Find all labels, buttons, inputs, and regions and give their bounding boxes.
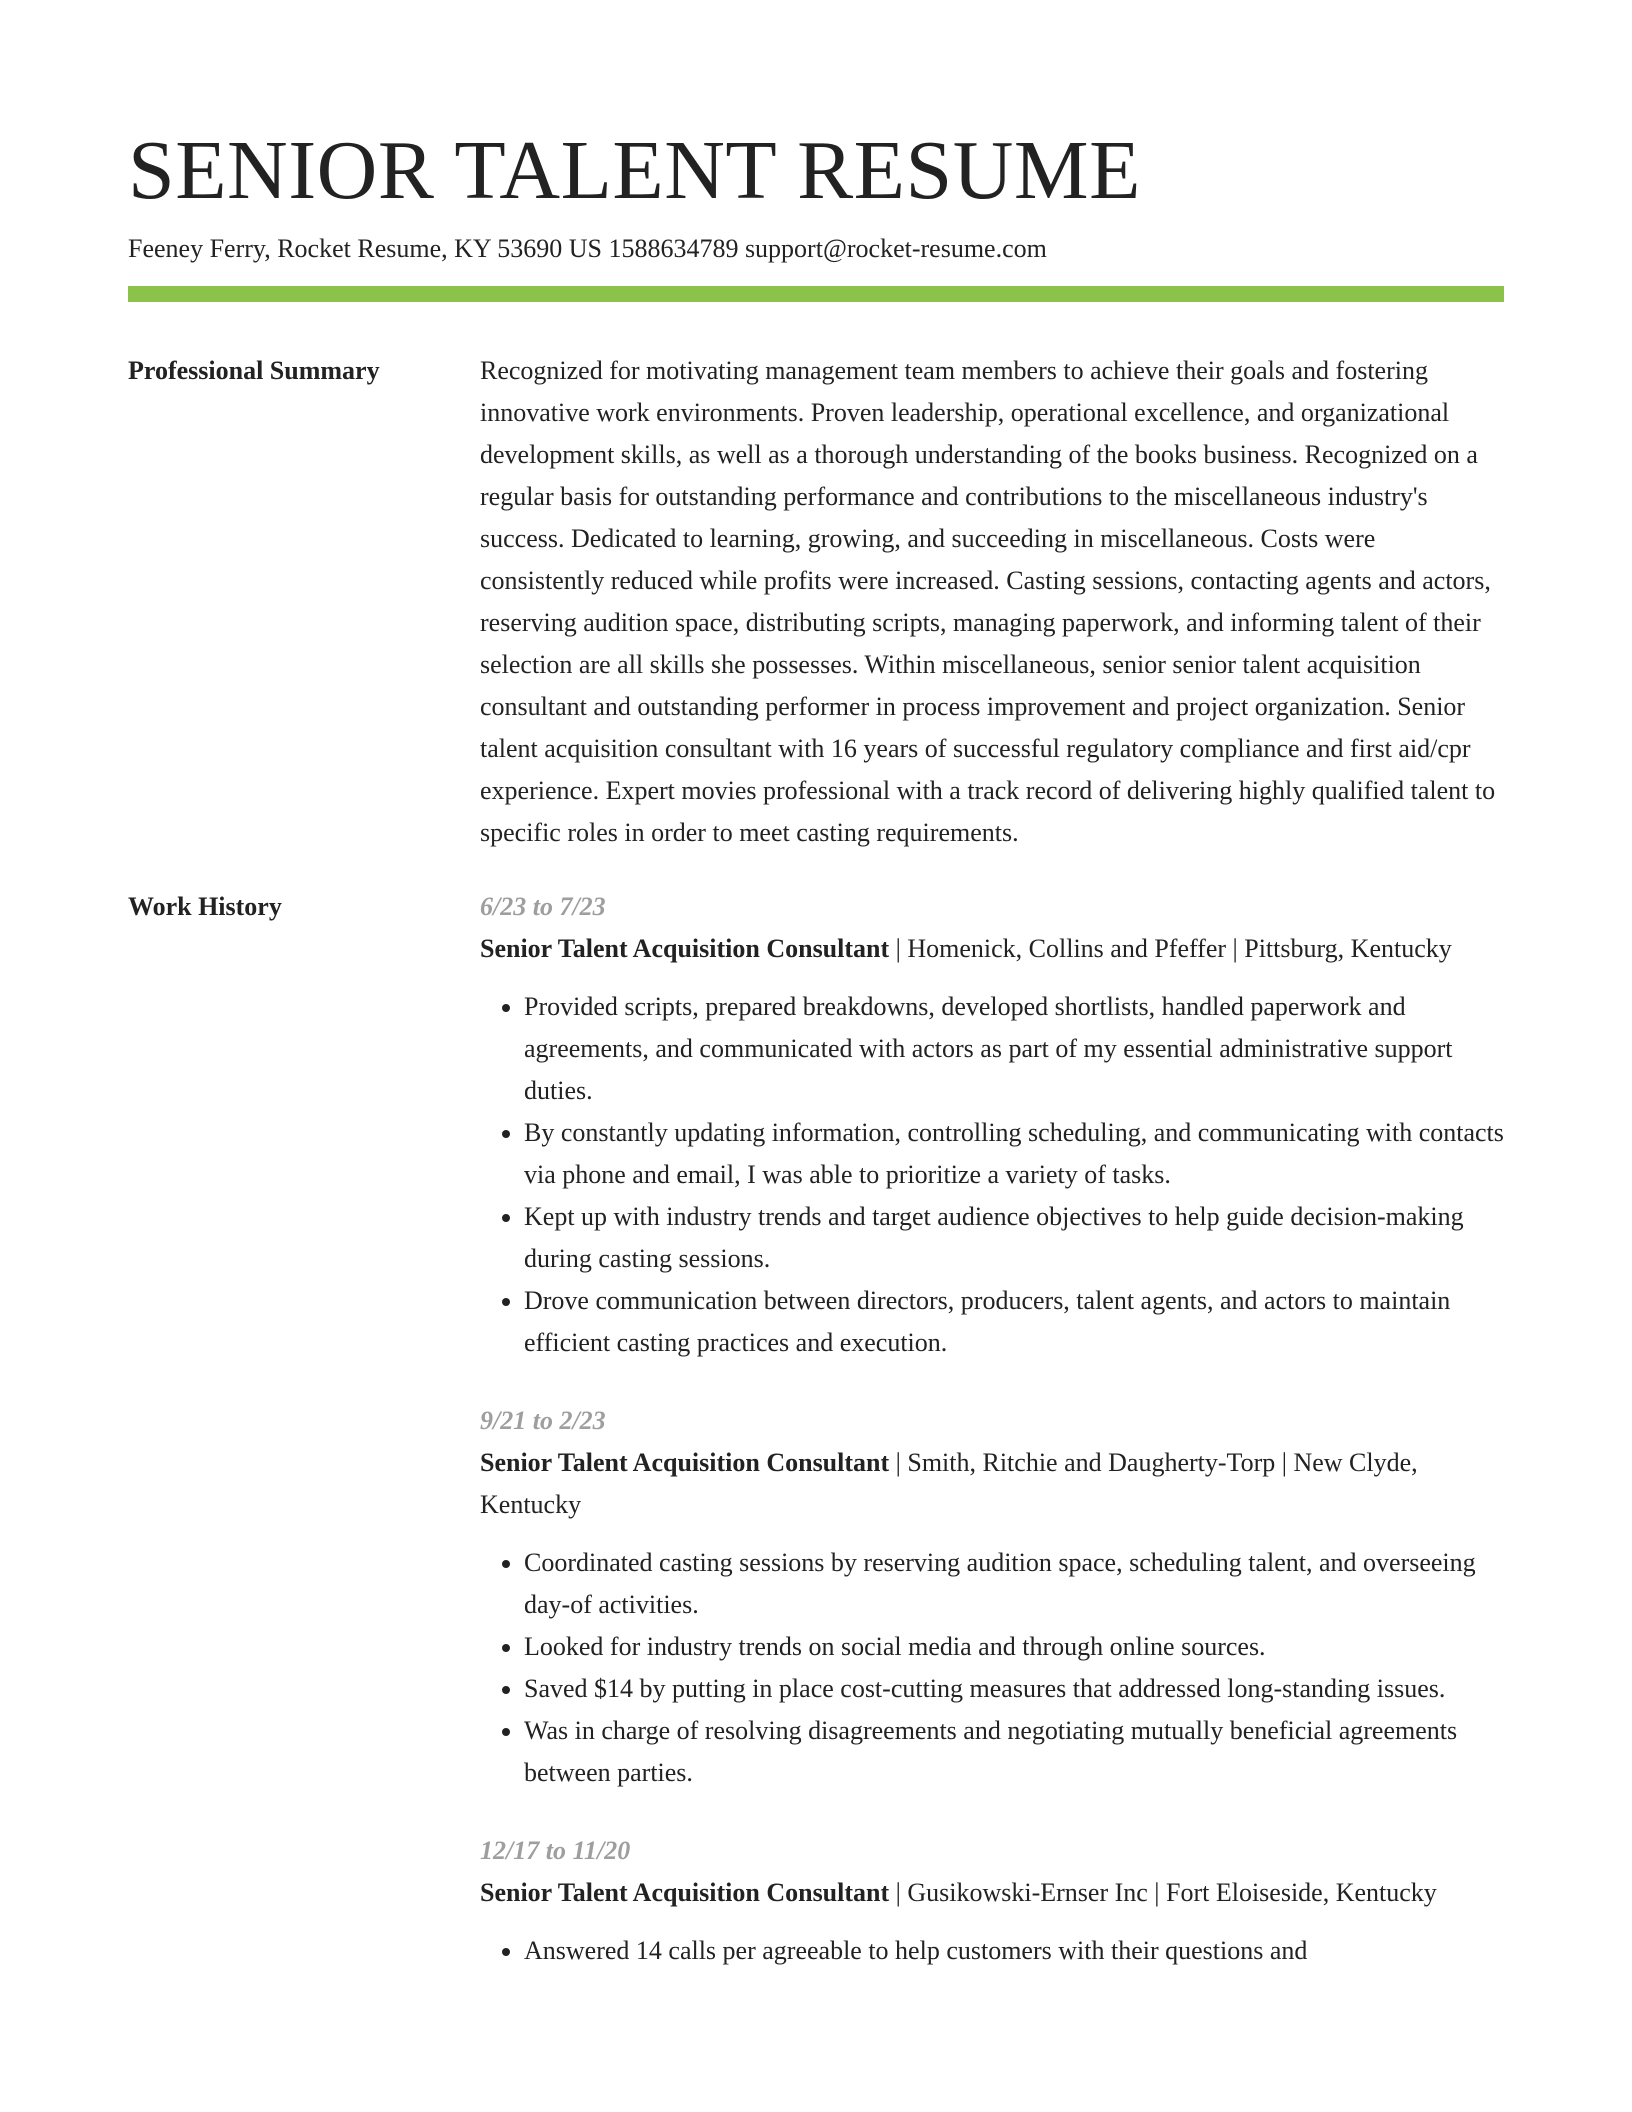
section-spacer — [128, 854, 1504, 886]
list-item: • Saved $14 by putting in place cost-cutting measures that addressed long-standing issues. — [524, 1668, 1504, 1710]
section-label-work-history: Work History — [128, 892, 282, 921]
job-company-location: | Homenick, Collins and Pfeffer | Pittsburg, Kentucky — [889, 934, 1452, 963]
list-item: • Drove communication between directors, producers, talent agents, and actors to maintain efficient casting practices and execution. — [524, 1280, 1504, 1364]
job-bullets — [480, 986, 1504, 1364]
resume-sections — [128, 350, 1504, 2008]
job-dates: 6/23 to 7/23 — [480, 892, 606, 921]
list-item: • Was in charge of resolving disagreements and negotiating mutually beneficial agreements between parties. — [524, 1710, 1504, 1794]
summary-body — [480, 350, 1504, 854]
list-item: • By constantly updating information, controlling scheduling, and communicating with contacts via phone and email, I was able to prioritize a variety of tasks. — [524, 1112, 1504, 1196]
work-history-section — [128, 886, 1504, 2008]
job-entry — [480, 1400, 1504, 1794]
list-item: • Answered 14 calls per agreeable to help customers with their questions and — [524, 1930, 1504, 1972]
job-title: Senior Talent Acquisition Consultant — [480, 1448, 890, 1477]
job-heading — [480, 1442, 1504, 1526]
job-heading — [480, 928, 1504, 970]
professional-summary-section — [128, 350, 1504, 854]
job-dates: 12/17 to 11/20 — [480, 1836, 631, 1865]
accent-divider — [128, 286, 1504, 302]
list-item: • Provided scripts, prepared breakdowns, developed shortlists, handled paperwork and agreements, and communicated with actors as part of my essential administrative support duties. — [524, 986, 1504, 1112]
list-item: • Kept up with industry trends and target audience objectives to help guide decision-making during casting sessions. — [524, 1196, 1504, 1280]
resume-title: SENIOR TALENT RESUME — [128, 124, 1141, 217]
job-company-location: | Gusikowski-Ernser Inc | Fort Eloiseside, Kentucky — [889, 1878, 1437, 1907]
job-entry — [480, 1830, 1504, 1972]
job-title: Senior Talent Acquisition Consultant — [480, 934, 890, 963]
section-label-professional-summary: Professional Summary — [128, 356, 380, 385]
contact-line: Feeney Ferry, Rocket Resume, KY 53690 US 1588634789 support@rocket-resume.com — [128, 234, 1047, 263]
job-bullets — [480, 1930, 1504, 1972]
list-item: • Coordinated casting sessions by reserving audition space, scheduling talent, and overseeing day-of activities. — [524, 1542, 1504, 1626]
job-company-location: | Smith, Ritchie and Daugherty-Torp | New Clyde, Kentucky — [480, 1448, 1418, 1519]
job-heading — [480, 1872, 1504, 1914]
job-bullets — [480, 1542, 1504, 1794]
job-dates: 9/21 to 2/23 — [480, 1406, 606, 1435]
job-title: Senior Talent Acquisition Consultant — [480, 1878, 890, 1907]
summary-text: Recognized for motivating management team members to achieve their goals and fostering innovative work environments. Proven leadership, operational excellence, and organizational development skills, as well as a thorough understanding of the books business. Recognized on a regular basis for outstanding performance and contributions to the miscellaneous industry's success. Dedicated to learning, growing, and succeeding in miscellaneous. Costs were consistently reduced while profits were increased. Casting sessions, contacting agents and actors, reserving audition space, distributing scripts, managing paperwork, and informing talent of their selection are all skills she possesses. Within miscellaneous, senior senior talent acquisition consultant and outstanding performer in process improvement and project organization. Senior talent acquisition consultant with 16 years of successful regulatory compliance and first aid/cpr experience. Expert movies professional with a track record of delivering highly qualified talent to specific roles in order to meet casting requirements. — [480, 356, 1496, 847]
list-item: • Looked for industry trends on social media and through online sources. — [524, 1626, 1504, 1668]
work-history-body — [480, 886, 1504, 2008]
job-entry — [480, 886, 1504, 1364]
